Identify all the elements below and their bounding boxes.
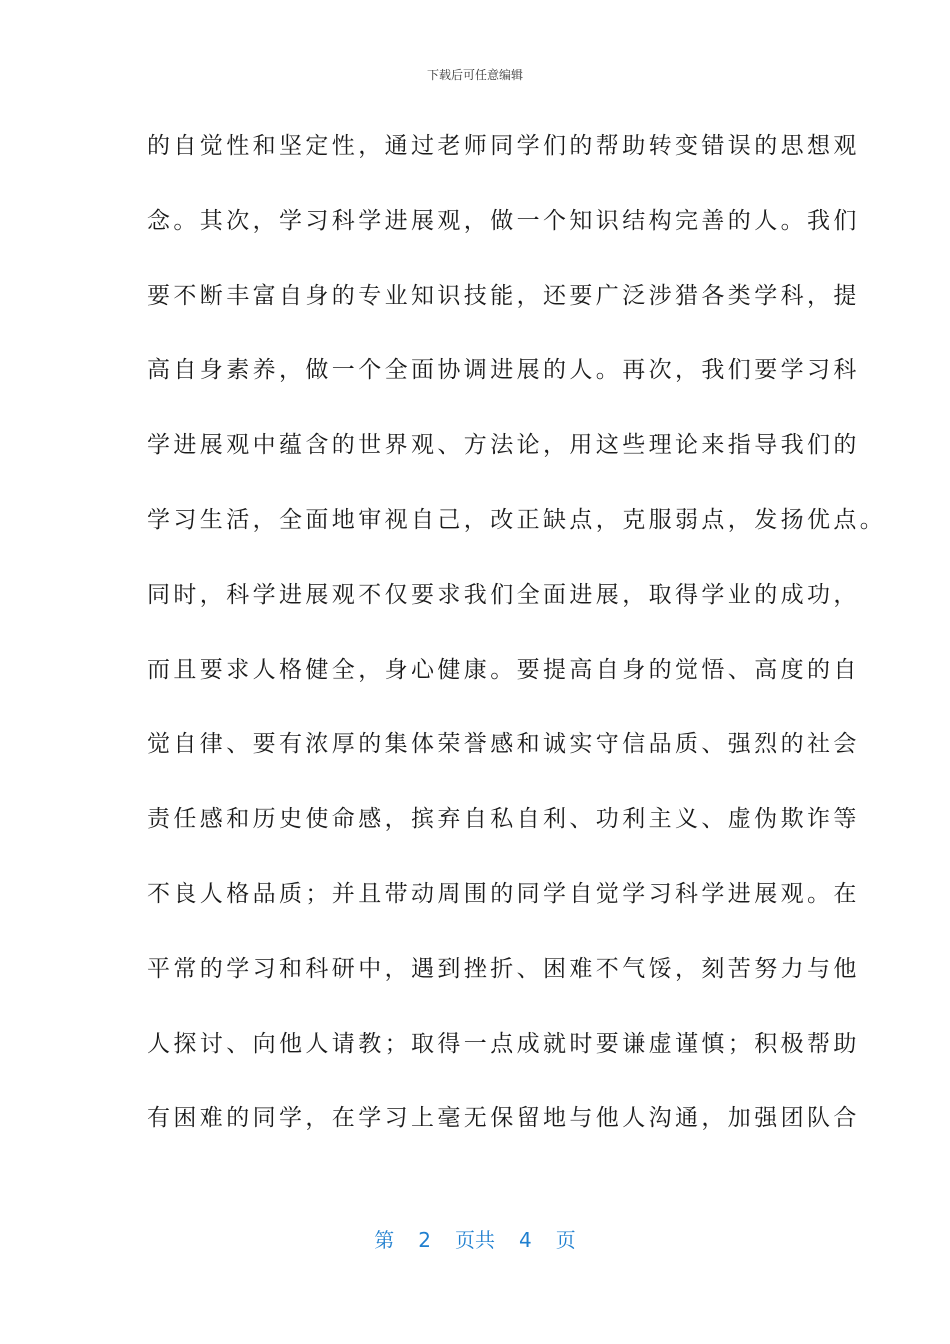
page-middle: 页共 bbox=[455, 1228, 495, 1252]
current-page-number: 2 bbox=[418, 1228, 431, 1252]
total-pages-number: 4 bbox=[519, 1228, 532, 1252]
text-line: 不良人格品质；并且带动周围的同学自觉学习科学进展观。在 bbox=[147, 880, 860, 907]
text-line: 学习生活，全面地审视自己，改正缺点，克服弱点，发扬优点。 bbox=[147, 506, 887, 533]
text-line: 的自觉性和坚定性，通过老师同学们的帮助转变错误的思想观 bbox=[147, 133, 860, 159]
text-line: 有困难的同学，在学习上毫无保留地与他人沟通，加强团队合 bbox=[147, 1105, 860, 1132]
text-line: 责任感和历史使命感，摈弃自私自利、功利主义、虚伪欺诈等 bbox=[147, 806, 860, 833]
text-line: 高自身素养，做一个全面协调进展的人。再次，我们要学习科 bbox=[147, 357, 860, 384]
text-line: 要不断丰富自身的专业知识技能，还要广泛涉猎各类学科，提 bbox=[147, 282, 860, 309]
text-line: 人探讨、向他人请教；取得一点成就时要谦虚谨慎；积极帮助 bbox=[147, 1030, 860, 1057]
text-line: 念。其次，学习科学进展观，做一个知识结构完善的人。我们 bbox=[147, 207, 860, 234]
text-line: 学进展观中蕴含的世界观、方法论，用这些理论来指导我们的 bbox=[147, 432, 860, 459]
page-number-footer bbox=[0, 1224, 950, 1253]
page-prefix: 第 bbox=[374, 1228, 395, 1252]
text-line: 同时，科学进展观不仅要求我们全面进展，取得学业的成功， bbox=[147, 581, 860, 608]
text-line: 而且要求人格健全，身心健康。要提高自身的觉悟、高度的自 bbox=[147, 656, 860, 683]
document-body bbox=[147, 124, 887, 1171]
page-suffix: 页 bbox=[555, 1228, 576, 1252]
text-line: 觉自律、要有浓厚的集体荣誉感和诚实守信品质、强烈的社会 bbox=[147, 731, 860, 758]
text-line: 平常的学习和科研中，遇到挫折、困难不气馁，刻苦努力与他 bbox=[147, 955, 860, 982]
header-note: 下载后可任意编辑 bbox=[426, 68, 523, 82]
